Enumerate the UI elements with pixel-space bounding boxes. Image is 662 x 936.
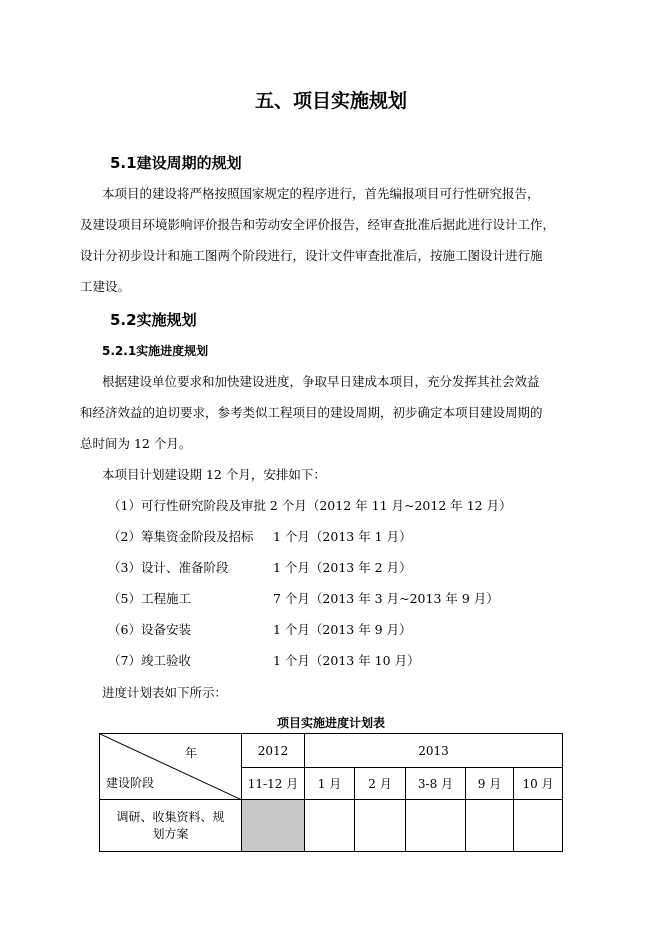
table-caption: 项目实施进度计划表 [276, 716, 385, 730]
schedule-label: （1）可行性研究阶段及审批 2 个月（2012 年 11 月~2012 年 12 月） [108, 498, 512, 513]
paragraph-line: 及建设项目环境影响评价报告和劳动安全评价报告，经审查批准后据此进行设计工作， [80, 217, 556, 232]
paragraph-line: 总时间为 12 个月。 [80, 436, 192, 451]
progress-cell [305, 800, 355, 852]
paragraph-line: 根据建设单位要求和加快建设进度，争取早日建成本项目，充分发挥其社会效益 [102, 374, 540, 389]
table-row [100, 800, 563, 852]
subsection-heading-5-2-1: 5.2.1实施进度规划 [102, 344, 209, 358]
paragraph-line: 工建设。 [80, 279, 131, 294]
progress-cell [466, 800, 514, 852]
schedule-value: 1 个月（2013 年 1 月） [273, 529, 412, 544]
year-2013-header: 2013 [305, 734, 563, 768]
paragraph-line: 本项目的建设将严格按照国家规定的程序进行，首先编报项目可行性研究报告， [102, 186, 540, 201]
stage-cell [100, 800, 242, 852]
schedule-value: 7 个月（2013 年 3 月~2013 年 9 月） [273, 591, 499, 606]
schedule-value: 1 个月（2013 年 9 月） [273, 622, 412, 637]
schedule-label: （6）设备安装 [108, 622, 191, 637]
table-intro: 进度计划表如下所示： [102, 685, 228, 700]
month-header: 3-8 月 [406, 768, 466, 800]
schedule-item [108, 589, 628, 607]
month-header: 11-12 月 [242, 768, 305, 800]
page-title: 五、项目实施规划 [254, 90, 407, 112]
month-header: 10 月 [514, 768, 563, 800]
table-corner-cell [100, 734, 242, 800]
corner-stage-label: 建设阶段 [106, 776, 155, 790]
schedule-item [108, 558, 628, 576]
paragraph-line: 设计分初步设计和施工图两个阶段进行，设计文件审查批准后，按施工图设计进行施 [80, 248, 543, 263]
year-2012-header: 2012 [242, 734, 305, 768]
schedule-label: （2）筹集资金阶段及招标 [108, 529, 254, 544]
schedule-item [108, 620, 628, 638]
plan-intro: 本项目计划建设期 12 个月，安排如下： [102, 467, 326, 482]
paragraph-line: 和经济效益的迫切要求，参考类似工程项目的建设周期，初步确定本项目建设周期的 [80, 405, 543, 420]
month-header: 1 月 [305, 768, 355, 800]
progress-cell [514, 800, 563, 852]
schedule-value: 1 个月（2013 年 2 月） [273, 560, 412, 575]
stage-line: 划方案 [152, 826, 189, 841]
schedule-item [108, 527, 628, 545]
schedule-value: 1 个月（2013 年 10 月） [273, 653, 420, 668]
section-heading-5-1: 5.1建设周期的规划 [110, 154, 242, 172]
schedule-label: （7）竣工验收 [108, 653, 191, 668]
progress-cell [406, 800, 466, 852]
corner-year-label: 年 [184, 746, 197, 760]
schedule-item [108, 651, 628, 669]
month-header: 2 月 [355, 768, 406, 800]
schedule-label: （3）设计、准备阶段 [108, 560, 229, 575]
section-heading-5-2: 5.2实施规划 [110, 311, 197, 329]
schedule-table [99, 733, 563, 852]
stage-line: 调研、收集资料、规 [116, 809, 225, 824]
progress-cell-filled [242, 800, 305, 852]
month-header: 9 月 [466, 768, 514, 800]
progress-cell [355, 800, 406, 852]
schedule-item [108, 496, 628, 514]
schedule-label: （5）工程施工 [108, 591, 191, 606]
